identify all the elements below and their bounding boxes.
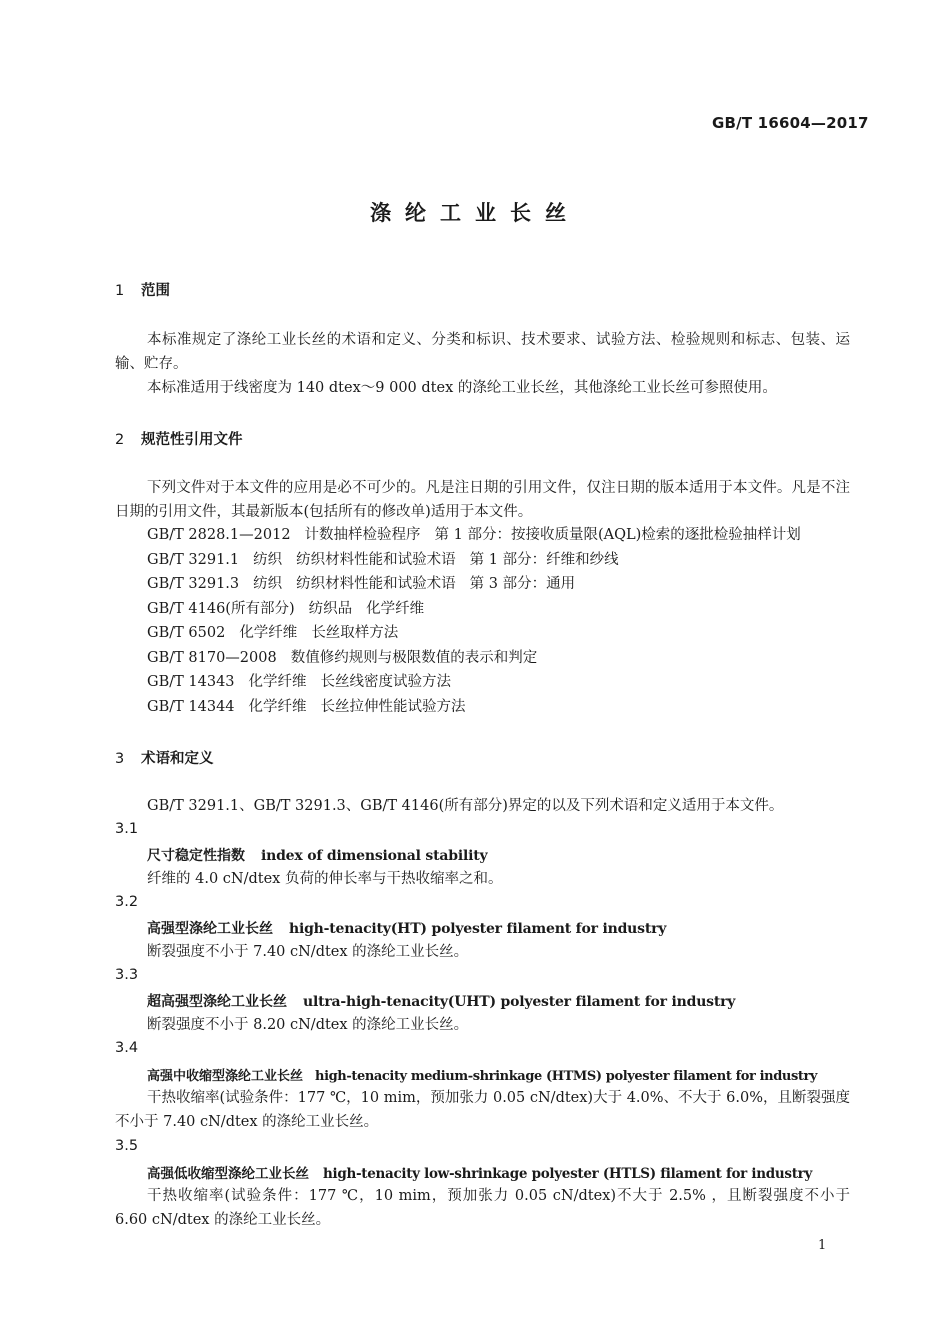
term-title	[147, 991, 735, 1011]
reference-title: 纺织品	[308, 601, 353, 617]
term-zh: 超高强型涤纶工业长丝	[147, 994, 287, 1010]
standard-number: GB/T 16604—2017	[712, 114, 869, 132]
term-definition: 断裂强度不小于 8.20 cN/dtex 的涤纶工业长丝。	[147, 1017, 469, 1033]
term-en: ultra-high-tenacity(UHT) polyester filament for industry	[303, 994, 736, 1010]
reference-title: 化学纤维	[239, 625, 298, 641]
reference-code: GB/T 8170—2008	[147, 650, 277, 666]
reference-code: GB/T 3291.3	[147, 576, 240, 592]
reference-item	[147, 695, 466, 719]
term-en: high-tenacity(HT) polyester filament for industry	[289, 921, 667, 937]
term-number: 3.1	[115, 821, 139, 837]
term-en: high-tenacity medium-shrinkage (HTMS) polyester filament for industry	[315, 1069, 818, 1084]
reference-title: 化学纤维	[366, 601, 425, 617]
term-number: 3.4	[115, 1040, 139, 1056]
term-definition: 干热收缩率(试验条件：177 ℃，10 mim，预加张力 0.05 cN/dtex)大于 4.0%、不大于 6.0%，且断裂强度不小于 7.40 cN/dtex 的涤纶工业长丝。	[115, 1090, 850, 1130]
section-heading-1	[115, 279, 170, 300]
reference-title: 第 1 部分：按接收质量限(AQL)检索的逐批检验抽样计划	[434, 527, 801, 543]
reference-code: GB/T 14343	[147, 674, 235, 690]
reference-title: 纺织材料性能和试验术语	[296, 576, 456, 592]
terms-intro: GB/T 3291.1、GB/T 3291.3、GB/T 4146(所有部分)界定的以及下列术语和定义适用于本文件。	[147, 798, 784, 814]
term-zh: 高强中收缩型涤纶工业长丝	[147, 1069, 304, 1084]
term-number: 3.3	[115, 967, 139, 983]
reference-title: 长丝拉伸性能试验方法	[320, 699, 466, 715]
term-definition: 断裂强度不小于 7.40 cN/dtex 的涤纶工业长丝。	[147, 944, 469, 960]
reference-item	[147, 597, 424, 621]
reference-item	[147, 621, 398, 645]
reference-title: 长丝取样方法	[311, 625, 399, 641]
term-zh: 高强低收缩型涤纶工业长丝	[147, 1166, 309, 1182]
reference-title: 纺织	[253, 576, 283, 592]
reference-code: GB/T 6502	[147, 625, 226, 641]
scope-paragraph-2: 本标准适用于线密度为 140 dtex～9 000 dtex 的涤纶工业长丝，其他涤纶工业长丝可参照使用。	[147, 380, 777, 396]
section-number: 1	[115, 283, 125, 299]
reference-title: 纺织材料性能和试验术语	[296, 552, 456, 568]
reference-title: 第 3 部分：通用	[469, 576, 576, 592]
term-title	[147, 918, 666, 938]
normative-intro: 下列文件对于本文件的应用是必不可少的。凡是注日期的引用文件，仅注日期的版本适用于本文件。凡是不注日期的引用文件，其最新版本(包括所有的修改单)适用于本文件。	[115, 480, 850, 520]
reference-title: 长丝线密度试验方法	[320, 674, 452, 690]
term-number: 3.2	[115, 894, 139, 910]
reference-title: 计数抽样检验程序	[304, 527, 421, 543]
section-title: 规范性引用文件	[141, 432, 243, 448]
reference-title: 纺织	[253, 552, 283, 568]
section-title: 术语和定义	[141, 751, 214, 767]
reference-item	[147, 646, 537, 670]
term-definition: 干热收缩率(试验条件：177 ℃，10 mim，预加张力 0.05 cN/dtex)不大于 2.5% ，且断裂强度不小于 6.60 cN/dtex 的涤纶工业长丝。	[115, 1188, 850, 1228]
term-number: 3.5	[115, 1138, 139, 1154]
reference-title: 数值修约规则与极限数值的表示和判定	[290, 650, 538, 666]
term-title	[147, 845, 487, 865]
section-heading-2	[115, 428, 243, 449]
section-number: 2	[115, 432, 125, 448]
reference-title: 化学纤维	[248, 699, 307, 715]
reference-item	[147, 523, 801, 547]
term-en: high-tenacity low-shrinkage polyester (HTLS) filament for industry	[323, 1166, 812, 1182]
reference-code: GB/T 4146(所有部分)	[147, 601, 295, 617]
term-title	[147, 1162, 812, 1182]
reference-title: 第 1 部分：纤维和纱线	[469, 552, 619, 568]
reference-item	[147, 548, 619, 572]
term-zh: 尺寸稳定性指数	[147, 848, 245, 864]
scope-paragraph-1: 本标准规定了涤纶工业长丝的术语和定义、分类和标识、技术要求、试验方法、检验规则和标志、包装、运输、贮存。	[115, 332, 850, 372]
section-number: 3	[115, 751, 125, 767]
section-title: 范围	[141, 283, 170, 299]
term-title	[147, 1065, 817, 1084]
reference-code: GB/T 14344	[147, 699, 235, 715]
term-definition: 纤维的 4.0 cN/dtex 负荷的伸长率与干热收缩率之和。	[147, 871, 503, 887]
reference-item	[147, 572, 575, 596]
section-heading-3	[115, 747, 214, 768]
term-en: index of dimensional stability	[261, 848, 488, 864]
reference-code: GB/T 3291.1	[147, 552, 240, 568]
reference-code: GB/T 2828.1—2012	[147, 527, 291, 543]
reference-item	[147, 670, 451, 694]
reference-title: 化学纤维	[248, 674, 307, 690]
page-number: 1	[818, 1238, 827, 1253]
term-zh: 高强型涤纶工业长丝	[147, 921, 273, 937]
document-title: 涤纶工业长丝	[370, 201, 580, 225]
